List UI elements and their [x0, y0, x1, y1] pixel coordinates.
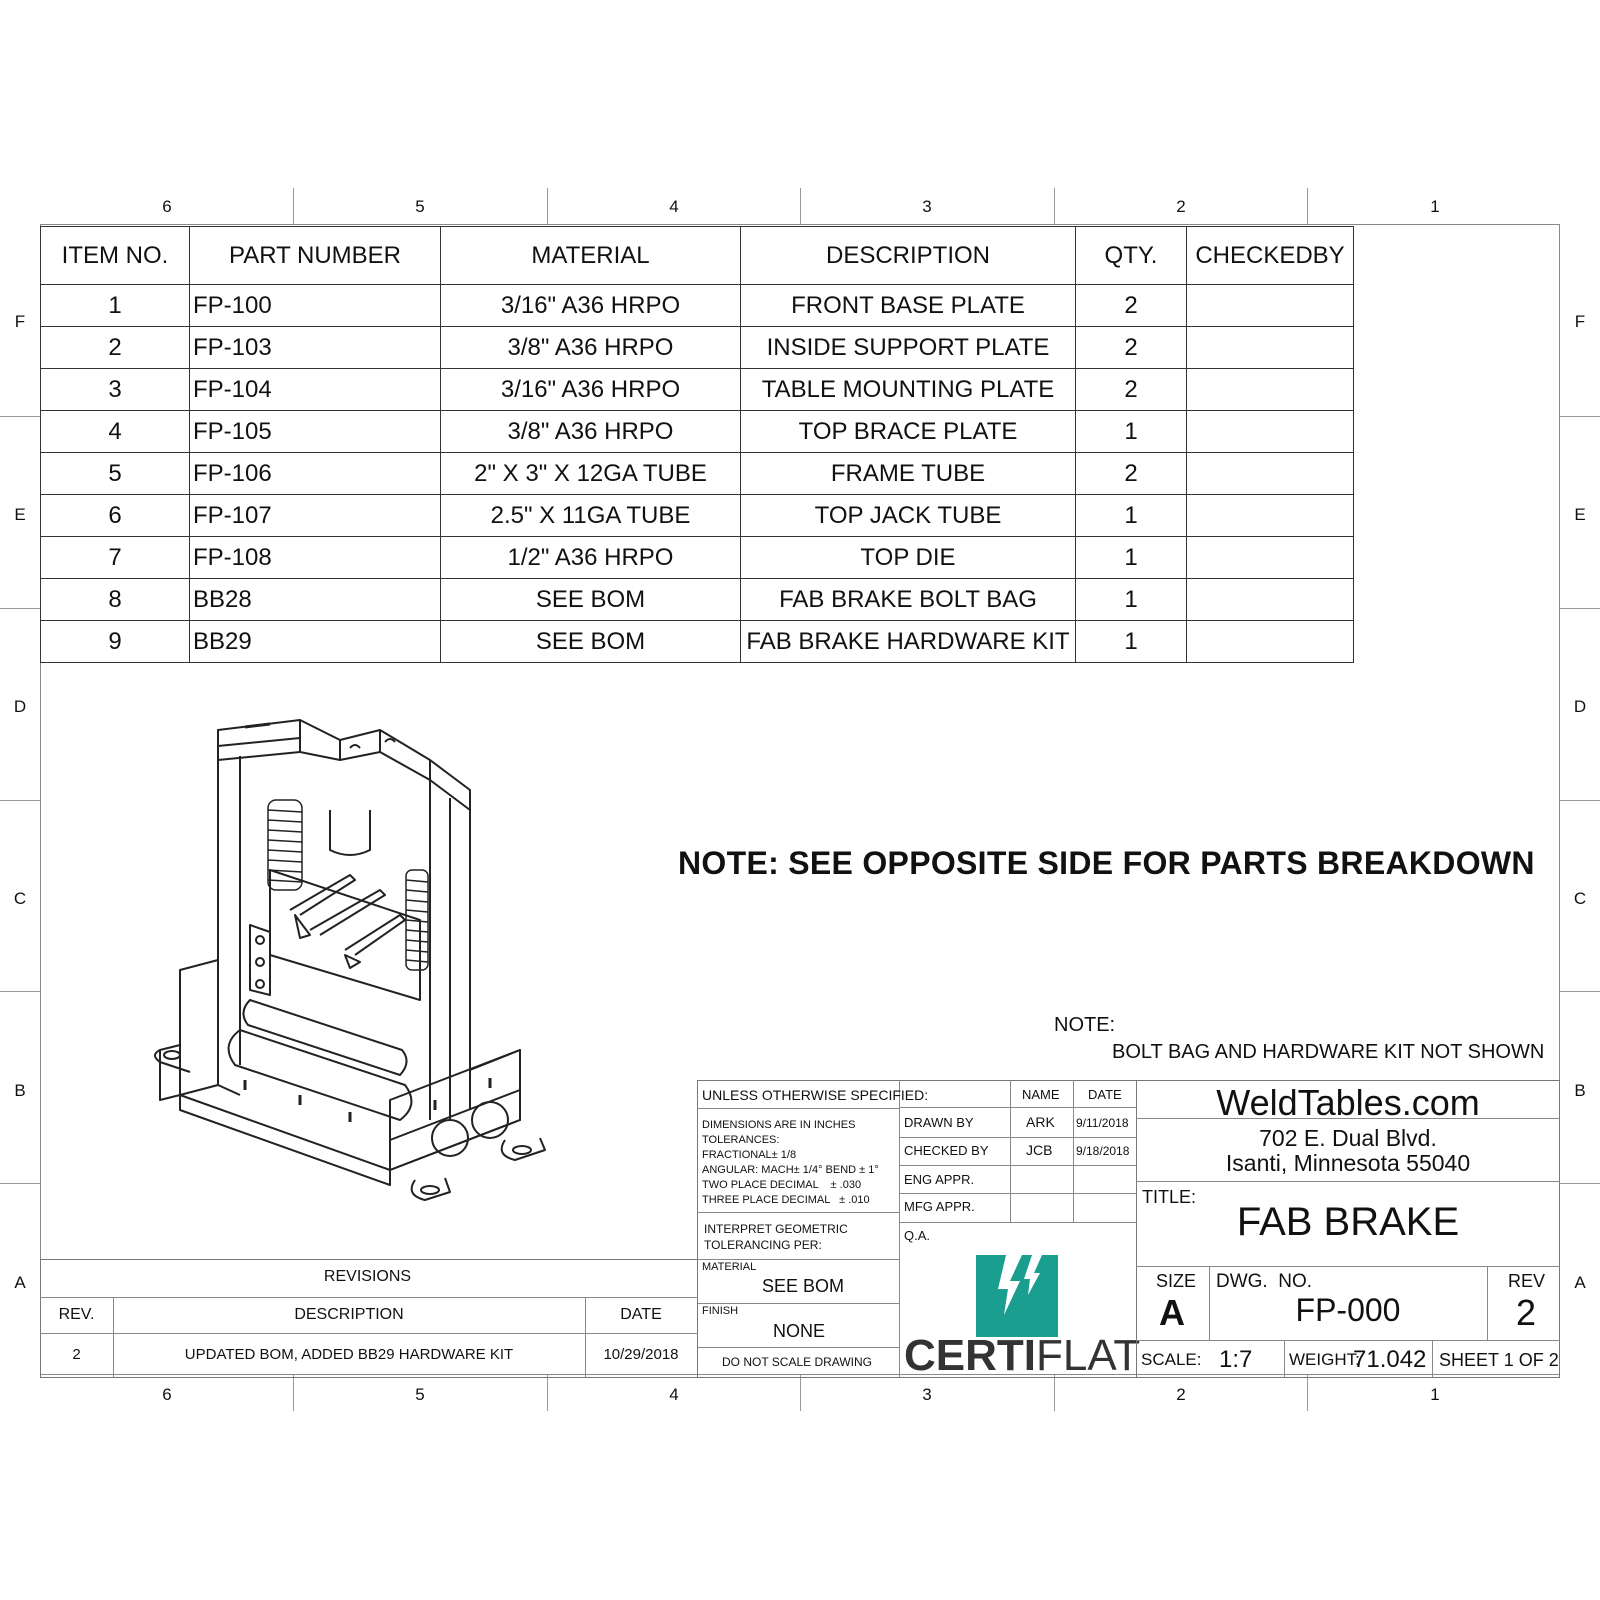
drawing-number: FP-000: [1295, 1292, 1401, 1328]
bom-cell-description: FRONT BASE PLATE: [741, 285, 1076, 327]
zone-row-label: C: [13, 889, 27, 908]
parts-breakdown-note: NOTE: SEE OPPOSITE SIDE FOR PARTS BREAKDOWN: [678, 845, 1535, 881]
zone-col-label: 2: [1176, 197, 1186, 216]
zone-col-label: 2: [1176, 1385, 1186, 1404]
bom-cell-part: FP-104: [190, 369, 441, 411]
eng-appr-label: ENG APPR.: [904, 1172, 975, 1187]
bom-row: [41, 327, 1354, 369]
lightning-bolt-icon: [976, 1255, 1058, 1337]
drawn-by-name: ARK: [1026, 1114, 1055, 1130]
bom-row: [41, 495, 1354, 537]
bom-header-cell: DESCRIPTION: [741, 227, 1076, 285]
bom-cell-qty: 2: [1076, 453, 1187, 495]
logo-light-part: FLAT: [1036, 1331, 1141, 1380]
bom-cell-description: FAB BRAKE BOLT BAG: [741, 579, 1076, 621]
zone-col-label: 6: [162, 197, 172, 216]
unless-specified-label: UNLESS OTHERWISE SPECIFIED:: [702, 1087, 929, 1103]
bom-header-cell: ITEM NO.: [41, 227, 190, 285]
bom-cell-part: FP-107: [190, 495, 441, 537]
logo-bold-part: CERTI: [904, 1331, 1036, 1380]
weight-label: WEIGHT:: [1289, 1350, 1360, 1369]
bom-header-cell: MATERIAL: [441, 227, 741, 285]
dwg-no-label: DWG. NO.: [1216, 1271, 1313, 1292]
zone-col-label: 3: [922, 197, 932, 216]
bom-cell-checked: [1187, 327, 1354, 369]
zone-row-label: E: [1574, 505, 1586, 524]
bom-cell-qty: 2: [1076, 285, 1187, 327]
qa-label: Q.A.: [904, 1228, 931, 1243]
zone-col-label: 5: [415, 197, 425, 216]
bom-cell-checked: [1187, 537, 1354, 579]
do-not-scale-note: DO NOT SCALE DRAWING: [722, 1355, 873, 1369]
bom-cell-material: 3/8" A36 HRPO: [441, 411, 741, 453]
bom-cell-qty: 1: [1076, 411, 1187, 453]
bom-row: [41, 411, 1354, 453]
zone-row-label: E: [14, 505, 26, 524]
revisions-title: REVISIONS: [323, 1268, 412, 1285]
company-address-line1: 702 E. Dual Blvd.: [1259, 1125, 1437, 1151]
bom-cell-description: TOP DIE: [741, 537, 1076, 579]
drawing-title: FAB BRAKE: [1236, 1200, 1460, 1244]
sheet-size: A: [1159, 1292, 1185, 1333]
bom-cell-description: TOP JACK TUBE: [741, 495, 1076, 537]
bom-header-cell: CHECKEDBY: [1187, 227, 1354, 285]
finish-label: FINISH: [702, 1305, 739, 1317]
bom-cell-checked: [1187, 495, 1354, 537]
bom-cell-description: TABLE MOUNTING PLATE: [741, 369, 1076, 411]
size-label: SIZE: [1156, 1271, 1197, 1291]
bom-cell-material: SEE BOM: [441, 621, 741, 663]
zone-col-label: 4: [669, 1385, 679, 1404]
zone-col-label: 5: [415, 1385, 425, 1404]
bom-cell-checked: [1187, 621, 1354, 663]
bom-cell-checked: [1187, 285, 1354, 327]
zone-row-label: F: [1574, 312, 1586, 331]
checked-by-label: CHECKED BY: [904, 1143, 989, 1158]
bom-cell-material: 1/2" A36 HRPO: [441, 537, 741, 579]
bom-cell-material: 3/16" A36 HRPO: [441, 285, 741, 327]
bom-cell-material: 2.5" X 11GA TUBE: [441, 495, 741, 537]
bom-cell-material: 2" X 3" X 12GA TUBE: [441, 453, 741, 495]
zone-row-label: F: [14, 312, 26, 331]
revision-row-description: UPDATED BOM, ADDED BB29 HARDWARE KIT: [184, 1346, 514, 1363]
bom-header-row: [41, 227, 1354, 285]
bom-cell-part: FP-103: [190, 327, 441, 369]
mfg-appr-label: MFG APPR.: [904, 1199, 975, 1214]
bom-cell-item: 3: [41, 369, 190, 411]
finish-value: NONE: [773, 1321, 826, 1341]
tolerance-line: THREE PLACE DECIMAL ± .010: [702, 1194, 870, 1206]
interpret-line: TOLERANCING PER:: [704, 1238, 822, 1252]
bom-cell-description: FRAME TUBE: [741, 453, 1076, 495]
bom-cell-item: 7: [41, 537, 190, 579]
drawn-by-date: 9/11/2018: [1076, 1116, 1129, 1130]
bom-cell-item: 1: [41, 285, 190, 327]
certiflat-logo-mark: [976, 1255, 1058, 1337]
bom-cell-part: BB29: [190, 621, 441, 663]
bom-cell-part: FP-106: [190, 453, 441, 495]
zone-col-label: 6: [162, 1385, 172, 1404]
bom-cell-checked: [1187, 453, 1354, 495]
revision-number: 2: [1516, 1292, 1537, 1333]
date-header: DATE: [620, 1306, 662, 1323]
note-text: BOLT BAG AND HARDWARE KIT NOT SHOWN: [1112, 1041, 1545, 1063]
bom-cell-item: 2: [41, 327, 190, 369]
bom-cell-part: BB28: [190, 579, 441, 621]
bom-cell-item: 6: [41, 495, 190, 537]
tolerance-line: FRACTIONAL± 1/8: [702, 1149, 797, 1161]
scale-value: 1:7: [1219, 1346, 1253, 1373]
title-label: TITLE:: [1142, 1187, 1197, 1207]
bom-cell-part: FP-108: [190, 537, 441, 579]
bom-cell-qty: 1: [1076, 495, 1187, 537]
bom-cell-material: 3/8" A36 HRPO: [441, 327, 741, 369]
bom-cell-item: 4: [41, 411, 190, 453]
description-header: DESCRIPTION: [294, 1306, 404, 1323]
weight-value: 71.042: [1353, 1346, 1427, 1373]
bom-cell-material: SEE BOM: [441, 579, 741, 621]
bom-cell-checked: [1187, 411, 1354, 453]
bom-header-cell: QTY.: [1076, 227, 1187, 285]
bom-cell-qty: 1: [1076, 579, 1187, 621]
bom-row: [41, 621, 1354, 663]
bom-row: [41, 453, 1354, 495]
zone-col-label: 1: [1430, 1385, 1440, 1404]
drawn-by-label: DRAWN BY: [904, 1115, 974, 1130]
note-label: NOTE:: [1054, 1014, 1116, 1036]
name-header: NAME: [1022, 1087, 1060, 1102]
zone-row-label: B: [1574, 1081, 1586, 1100]
bom-cell-item: 9: [41, 621, 190, 663]
bom-cell-part: FP-100: [190, 285, 441, 327]
revision-row-date: 10/29/2018: [603, 1346, 679, 1363]
tolerance-line: TOLERANCES:: [702, 1134, 780, 1146]
bom-row: [41, 537, 1354, 579]
zone-col-label: 1: [1430, 197, 1440, 216]
zone-col-label: 4: [669, 197, 679, 216]
certiflat-logo-text: [904, 1331, 1141, 1380]
bom-cell-checked: [1187, 579, 1354, 621]
bom-cell-qty: 2: [1076, 369, 1187, 411]
bom-row: [41, 285, 1354, 327]
scale-label: SCALE:: [1141, 1350, 1202, 1369]
rev-header: REV.: [58, 1306, 95, 1323]
interpret-line: INTERPRET GEOMETRIC: [704, 1222, 848, 1236]
zone-row-label: B: [14, 1081, 26, 1100]
bom-cell-qty: 1: [1076, 621, 1187, 663]
bom-row: [41, 369, 1354, 411]
zone-row-label: C: [1573, 889, 1587, 908]
sheet-count: SHEET 1 OF 2: [1439, 1350, 1559, 1370]
checked-by-date: 9/18/2018: [1076, 1144, 1130, 1158]
rev-label: REV: [1508, 1271, 1546, 1291]
bom-cell-description: TOP BRACE PLATE: [741, 411, 1076, 453]
material-value: SEE BOM: [762, 1276, 845, 1296]
tolerance-line: DIMENSIONS ARE IN INCHES: [702, 1119, 856, 1131]
zone-row-label: A: [14, 1273, 26, 1292]
zone-col-label: 3: [922, 1385, 932, 1404]
revision-row-rev: 2: [72, 1346, 81, 1363]
bom-cell-description: FAB BRAKE HARDWARE KIT: [741, 621, 1076, 663]
bom-cell-item: 8: [41, 579, 190, 621]
date-header: DATE: [1088, 1087, 1122, 1102]
bom-header-cell: PART NUMBER: [190, 227, 441, 285]
bom-cell-checked: [1187, 369, 1354, 411]
bom-cell-qty: 2: [1076, 327, 1187, 369]
zone-row-label: D: [1573, 697, 1587, 716]
tolerance-line: ANGULAR: MACH± 1/4° BEND ± 1°: [702, 1164, 879, 1176]
bom-cell-part: FP-105: [190, 411, 441, 453]
company-name: WeldTables.com: [1216, 1082, 1480, 1123]
bom-cell-description: INSIDE SUPPORT PLATE: [741, 327, 1076, 369]
bom-cell-item: 5: [41, 453, 190, 495]
material-label: MATERIAL: [702, 1261, 757, 1273]
checked-by-name: JCB: [1026, 1142, 1053, 1158]
tolerance-line: TWO PLACE DECIMAL ± .030: [702, 1179, 862, 1191]
bom-row: [41, 579, 1354, 621]
zone-row-label: D: [13, 697, 27, 716]
bom-cell-material: 3/16" A36 HRPO: [441, 369, 741, 411]
bom-cell-qty: 1: [1076, 537, 1187, 579]
fab-brake-isometric-drawing: [150, 700, 570, 1260]
zone-row-label: A: [1574, 1273, 1586, 1292]
company-address-line2: Isanti, Minnesota 55040: [1225, 1150, 1471, 1176]
bill-of-materials-table: [40, 226, 1354, 663]
